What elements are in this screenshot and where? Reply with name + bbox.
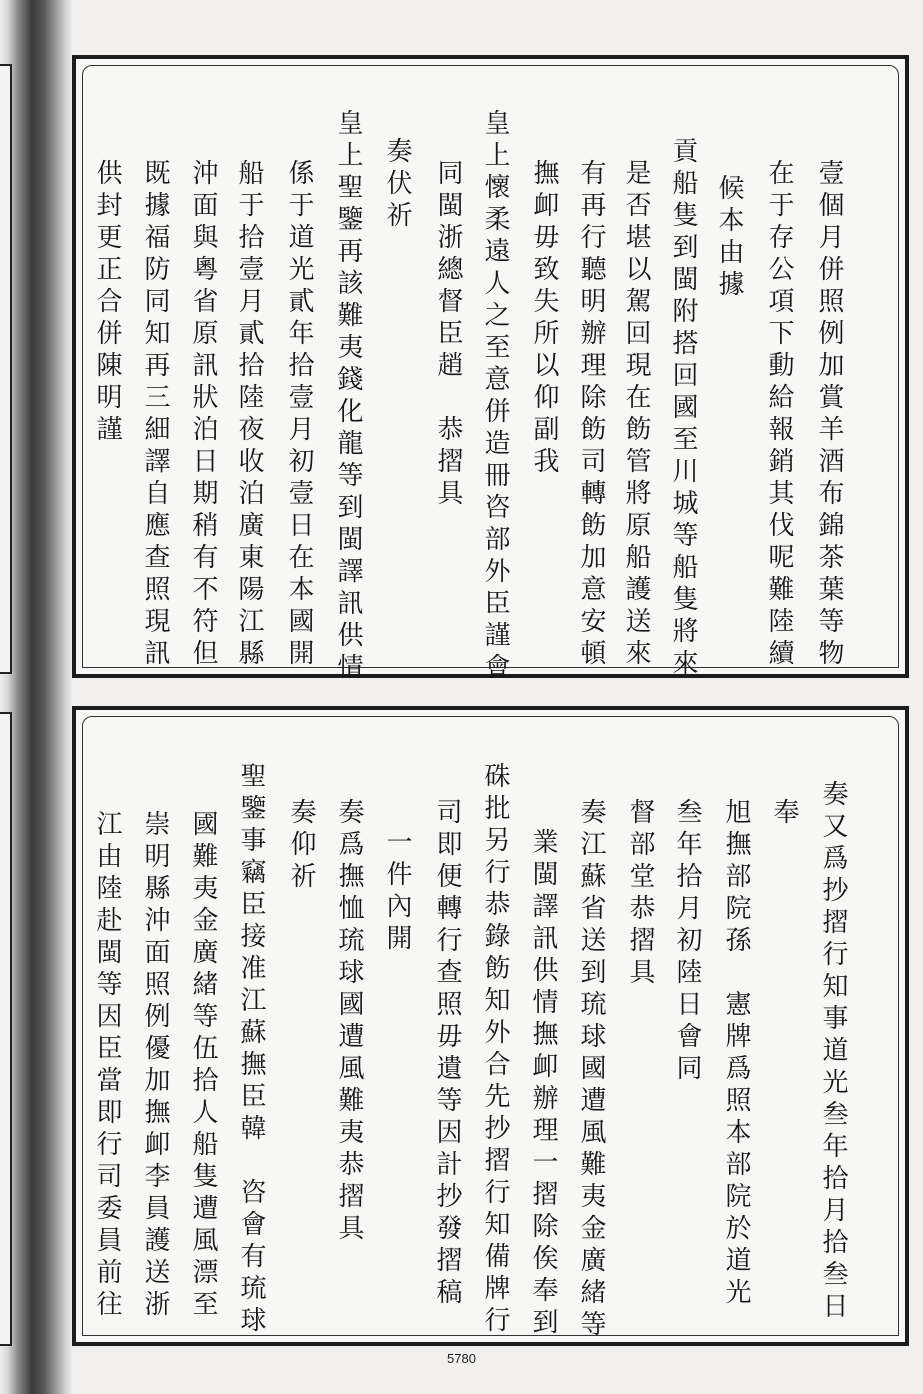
text-column: 司即便轉行查照毋遺等因計抄發摺稿 — [432, 798, 462, 1310]
text-column: 奏爲撫恤琉球國遭風難夷恭摺具 — [334, 798, 364, 1246]
text-column: 係于道光貳年拾壹月初壹日在本國開 — [284, 159, 314, 671]
text-column: 在于存公項下動給報銷其伐呢難陸續 — [764, 159, 794, 671]
text-column: 叁年拾月初陸日會同 — [672, 798, 702, 1086]
text-column: 江由陸赴閩等因臣當即行司委員前往 — [92, 810, 122, 1322]
text-column: 奏伏祈 — [382, 137, 412, 233]
text-column: 奉 — [769, 798, 799, 830]
text-column: 奏又爲抄摺行知事道光叁年拾月拾叁日 — [818, 780, 848, 1324]
text-column: 業閩譯訊供情撫卹辦理一摺除俟奉到 — [528, 828, 558, 1340]
text-column: 硃批另行恭錄飭知外合先抄摺行知備牌行 — [480, 762, 510, 1338]
text-column: 船于拾壹月貳拾陸夜收泊廣東陽江縣 — [234, 159, 264, 671]
text-column: 皇上聖鑒再該難夷錢化龍等到閩譯訊供情 — [333, 109, 363, 685]
text-column: 聖鑒事竊臣接准江蘇撫臣韓 咨會有琉球 — [236, 762, 266, 1338]
document-panel-top — [72, 55, 909, 685]
text-column: 壹個月併照例加賞羊酒布錦茶葉等物 — [814, 159, 844, 671]
text-column: 貢船隻到閩附搭回國至川城等船隻將來 — [668, 137, 698, 681]
facing-page-frame-top — [0, 64, 12, 674]
text-column: 皇上懷柔遠人之至意併造冊咨部外臣謹會 — [480, 109, 510, 685]
text-column: 崇明縣沖面照例優加撫卹李員護送浙 — [140, 810, 170, 1322]
text-column: 有再行聽明辦理除飭司轉飭加意安頓 — [576, 159, 606, 671]
text-column: 候本由據 — [714, 174, 744, 302]
text-column: 同閩浙總督臣趙 恭摺具 — [433, 159, 463, 511]
text-column: 既據福防同知再三細譯自應查照現訊 — [140, 159, 170, 671]
text-column: 沖面與粵省原訊狀泊日期稍有不符但 — [188, 159, 218, 671]
page-number: 5780 — [447, 1351, 476, 1366]
text-column: 國難夷金廣緒等伍拾人船隻遭風漂至 — [188, 810, 218, 1322]
text-column: 撫卹毋致失所以仰副我 — [529, 159, 559, 479]
text-column: 奏仰祈 — [286, 798, 316, 894]
facing-page-frame-bottom — [0, 712, 12, 1346]
text-column: 奏江蘇省送到琉球國遭風難夷金廣緒等 — [576, 798, 606, 1342]
text-column: 是否堪以駕回現在飭管將原船護送來 — [621, 159, 651, 671]
text-column: 旭撫部院孫 憲牌爲照本部院於道光 — [721, 798, 751, 1310]
document-panel-bottom — [72, 706, 909, 1346]
text-column: 一件內開 — [382, 828, 412, 956]
text-column: 督部堂恭摺具 — [625, 798, 655, 990]
text-column: 供封更正合併陳明謹 — [92, 159, 122, 447]
